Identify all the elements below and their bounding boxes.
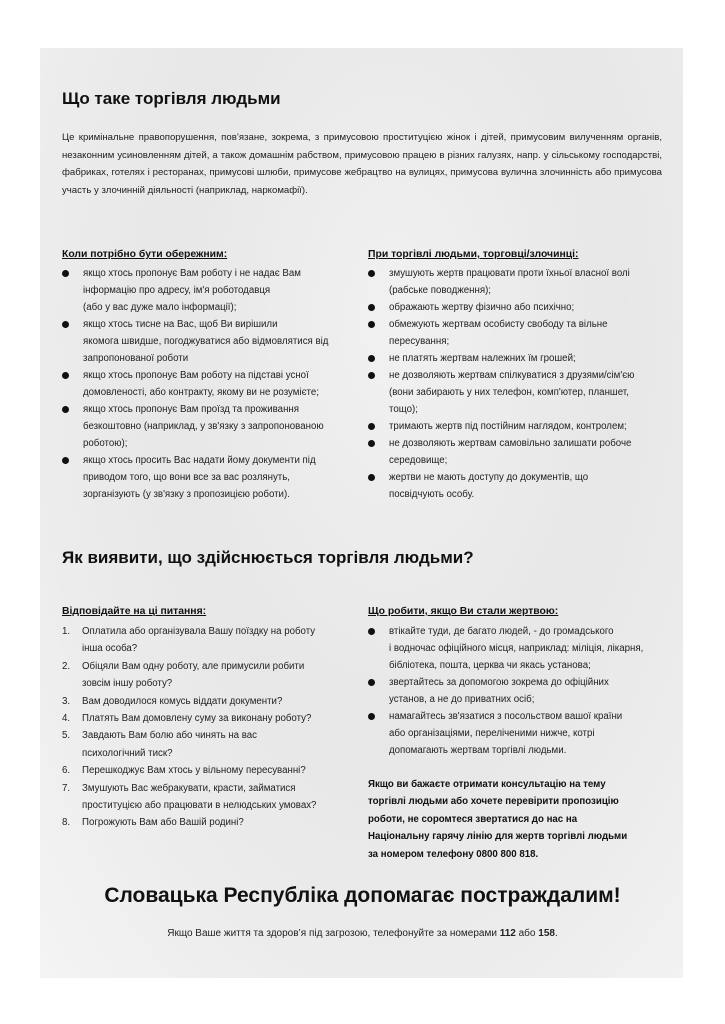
bullet-icon [368, 270, 375, 277]
victim-item [368, 623, 668, 674]
traffickers-item-text: не дозволяють жертвам самовільно залишати робоче середовище; [389, 438, 632, 466]
bullet-icon [368, 321, 375, 328]
question-text: Погрожують Вам або Вашій родині? [82, 817, 244, 829]
traffickers-item [368, 299, 668, 316]
closing-headline: Словацька Республіка допомагає постраждалим! [104, 884, 621, 907]
victim-heading: Що робити, якщо Ви стали жертвою: [368, 606, 559, 617]
caution-list [62, 265, 357, 503]
bullet-icon [368, 628, 375, 635]
traffickers-item [368, 265, 668, 299]
caution-item-text: якщо хтось пропонує Вам роботу на підставі усної домовленості, або контракту, якому ви не розумієте; [83, 370, 319, 398]
questions-list [62, 623, 357, 832]
traffickers-item-text: обмежують жертвам особисту свободу та вільне пересування; [389, 319, 608, 347]
bullet-icon [368, 474, 375, 481]
question-number: 5. [62, 730, 71, 742]
traffickers-item-text: змушують жертв працювати проти їхньої власної волі (рабське поводження); [389, 268, 630, 296]
question-number: 6. [62, 765, 71, 777]
victim-item-text: намагайтесь зв'язатися з посольством вашої країни або організаціями, переліченими нижче, котрі допомагають жертвам торгівлі людьми. [389, 711, 623, 756]
traffickers-item [368, 469, 668, 503]
victim-item-text: втікайте туди, де багато людей, - до громадського і водночас офіційного місця, наприклад: міліція, лікарня, бібліотека, пошта, церква чи якась установа; [389, 626, 644, 671]
caution-item-text: якщо хтось тисне на Вас, щоб Ви вирішили якомога швидше, погоджуватися або відмовлятися від запропонованої роботи [83, 319, 329, 364]
caution-item [62, 316, 357, 367]
traffickers-item [368, 367, 668, 418]
bullet-icon [368, 423, 375, 430]
bullet-icon [62, 321, 69, 328]
caution-item [62, 367, 357, 401]
question-text: Вам доводилося комусь віддати документи? [82, 695, 283, 707]
question-item [62, 693, 357, 710]
question-item [62, 727, 357, 762]
bullet-icon [368, 355, 375, 362]
section-title-what-is-trafficking: Що таке торгівля людьми [62, 89, 281, 108]
intro-paragraph: Це кримінальне правопорушення, пов’язане, зокрема, з примусовою проституцією жінок і дітей, примусовим вилученням органів, незаконним усиновленням дітей, а також домашнім рабством, примусовою працею в різних галузях, напр. у сільському господарстві, фабриках, готелях і ресторанах, примусові шлюби, примусове жебрацтво на вулицях, примусова вулична злочинність або примусова участь у злочинній діяльності (наприклад, наркомафії). [62, 132, 662, 196]
traffickers-item [368, 350, 668, 367]
caution-item-text: якщо хтось пропонує Вам проїзд та проживання безкоштовно (наприклад, у зв'язку з запропонованою роботою); [83, 404, 324, 449]
caution-heading: Коли потрібно бути обережним: [62, 249, 228, 260]
question-text: Платять Вам домовлену суму за виконану роботу? [82, 713, 312, 725]
victim-list [368, 623, 668, 759]
caution-item-text: якщо хтось пропонує Вам роботу і не надає Вам інформацію про адресу, ім'я роботодавця (або у вас дуже мало інформації); [83, 268, 301, 313]
bullet-icon [368, 304, 375, 311]
question-number: 7. [62, 782, 71, 794]
question-item [62, 710, 357, 727]
traffickers-item-text: не дозволяють жертвам спілкуватися з друзями/сім'єю (вони забирають у них телефон, комп'ютер, планшет, тощо); [389, 370, 635, 415]
victim-item [368, 708, 668, 759]
hotline-info: Якщо ви бажаєте отримати консультацію на тему торгівлі людьми або хочете перевірити пропозицію роботи, не соромтеся звертатися до нас на Національну гарячу лінію для жертв торгівлі людьми за номером телефону 0800 800 818. [368, 779, 628, 860]
footer-or: або [518, 928, 536, 939]
question-item [62, 658, 357, 693]
bullet-icon [368, 440, 375, 447]
bullet-icon [62, 270, 69, 277]
traffickers-item [368, 435, 668, 469]
traffickers-list [368, 265, 668, 503]
question-number: 1. [62, 626, 71, 637]
question-item [62, 623, 357, 658]
question-number: 2. [62, 660, 71, 672]
footer-period: . [554, 928, 558, 939]
bullet-icon [62, 372, 69, 379]
question-number: 8. [62, 817, 71, 829]
question-item [62, 780, 357, 815]
bullet-icon [368, 372, 375, 379]
question-number: 4. [62, 713, 71, 725]
question-text: Оплатила або організувала Вашу поїздку на роботу інша особа? [82, 626, 316, 655]
emergency-number-158[interactable]: 158 [538, 928, 555, 939]
traffickers-item [368, 418, 668, 435]
caution-item [62, 265, 357, 316]
victim-item-text: звертайтесь за допомогою зокрема до офіційних установ, а не до приватних осіб; [389, 677, 609, 705]
question-text: Перешкоджує Вам хтось у вільному пересуванні? [82, 765, 306, 777]
traffickers-item-text: ображають жертву фізично або психічно; [389, 302, 575, 313]
bullet-icon [368, 713, 375, 720]
bullet-icon [62, 406, 69, 413]
question-text: Змушують Вас жебракувати, красти, займатися проституцією або працювати в нелюдських умовах? [82, 782, 317, 812]
emergency-number-112[interactable]: 112 [499, 928, 516, 939]
traffickers-item-text: тримають жертв під постійним наглядом, контролем; [389, 421, 627, 432]
traffickers-heading: При торгівлі людьми, торговці/злочинці: [368, 249, 579, 260]
caution-item-text: якщо хтось просить Вас надати йому документи під приводом того, що вони все за вас розлянуть, зорганізують (у зв'язку з пропозицією роботи). [83, 455, 316, 500]
question-text: Обіцяли Вам одну роботу, але примусили робити зовсім іншу роботу? [82, 660, 305, 690]
caution-item [62, 401, 357, 452]
victim-item [368, 674, 668, 708]
traffickers-item-text: не платять жертвам належних їм грошей; [389, 353, 576, 364]
traffickers-item [368, 316, 668, 350]
question-item [62, 814, 357, 831]
footer-text: Якщо Ваше життя та здоров’я під загрозою, телефонуйте за номерами [167, 928, 497, 939]
question-item [62, 762, 357, 779]
question-text: Завдають Вам болю або чинять на вас психологічний тиск? [82, 730, 258, 759]
section-title-how-to-detect: Як виявити, що здійснюється торгівля людьми? [62, 548, 474, 567]
bullet-icon [62, 457, 69, 464]
bullet-icon [368, 679, 375, 686]
question-number: 3. [62, 695, 71, 707]
emergency-footer [0, 928, 725, 939]
traffickers-item-text: жертви не мають доступу до документів, що посвідчують особу. [389, 472, 589, 500]
questions-heading: Відповідайте на ці питання: [62, 606, 207, 617]
caution-item [62, 452, 357, 503]
